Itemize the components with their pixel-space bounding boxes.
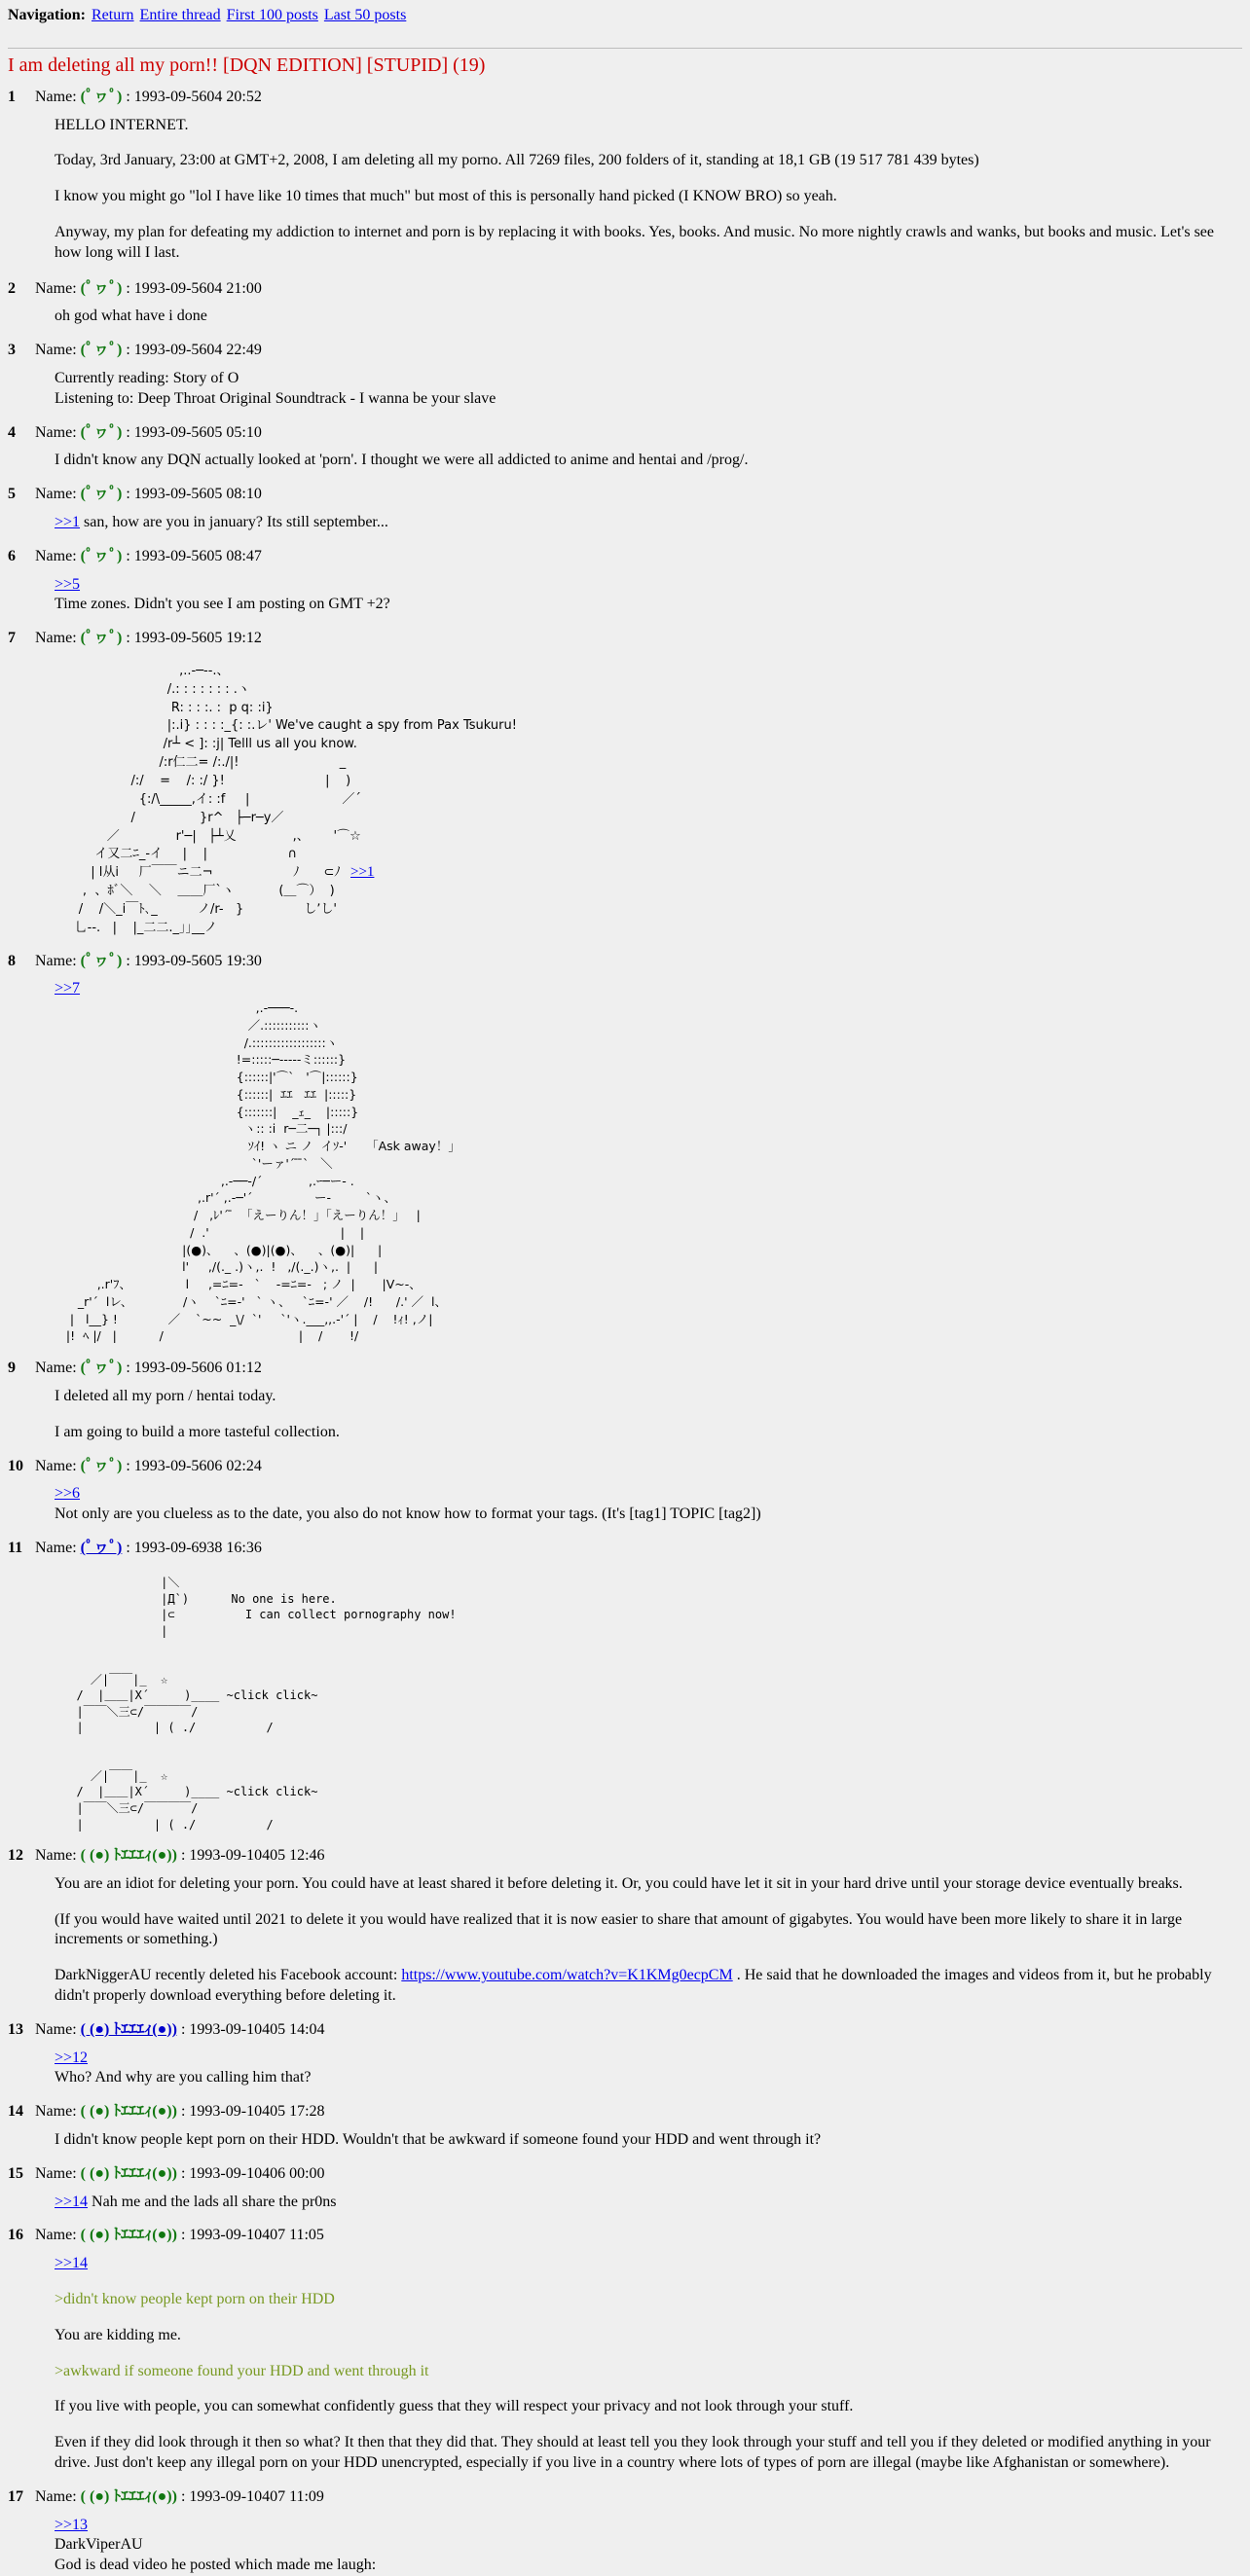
poster-name: (ﾟヮﾟ) [80, 279, 123, 297]
post-number[interactable]: 6 [8, 547, 16, 564]
poster-name: ( (●) ﾄｴｴｴｨ(●)) [80, 2227, 177, 2244]
post-header [8, 423, 1242, 444]
post [8, 485, 1242, 533]
nav-first-100-link[interactable]: First 100 posts [226, 7, 318, 23]
post [8, 2487, 1242, 2576]
post-text: God is dead video he posted which made me laugh: [55, 2557, 377, 2574]
post-text: HELLO INTERNET. [55, 116, 189, 133]
post-header [8, 547, 1242, 567]
post-number[interactable]: 5 [8, 486, 16, 503]
post-date: : 1993-09-10405 14:04 [180, 2020, 325, 2038]
post-number[interactable]: 10 [8, 1457, 23, 1474]
name-label: Name: [35, 1360, 77, 1377]
quote-link[interactable]: >>1 [350, 863, 375, 880]
post-body [55, 513, 1242, 533]
post-date: : 1993-09-10405 17:28 [180, 2103, 325, 2121]
name-label: Name: [35, 547, 77, 564]
post-text: Not only are you clueless as to the date, you also do not know how to format your tags. (It's [tag1] TOPIC [tag2]) [55, 1506, 761, 1523]
post-text: DarkViperAU [55, 2536, 143, 2554]
name-label: Name: [35, 952, 77, 969]
post-body [62, 1559, 1242, 1832]
post-body [55, 2254, 1242, 2474]
post-text: Nah me and the lads all share the pr0ns [88, 2193, 337, 2210]
navigation-bar [8, 6, 1242, 26]
post-header [8, 1846, 1242, 1867]
post-text: (If you would have waited until 2021 to delete it you would have realized that it is now easier to share that amount of gigabytes. You would have been more likely to share it in large increments or something.) [55, 1910, 1183, 1948]
quote-link[interactable]: >>12 [55, 2049, 89, 2066]
post-header [8, 1539, 1242, 1559]
post-date: : 1993-09-5604 21:00 [126, 279, 262, 297]
poster-name: ( (●) ﾄｴｴｴｨ(●)) [80, 2487, 177, 2505]
post-number[interactable]: 7 [8, 630, 16, 647]
thread-title: I am deleting all my porn!! [DQN EDITION] [STUPID] (19) [8, 54, 486, 76]
post-text: I didn't know people kept porn on their HDD. Wouldn't that be awkward if someone found your HDD and went through it? [55, 2131, 822, 2149]
post-header [8, 2487, 1242, 2508]
post-date: : 1993-09-5605 08:47 [126, 547, 262, 564]
post-text: You are kidding me. [55, 2326, 181, 2343]
post-number[interactable]: 3 [8, 342, 16, 359]
poster-name: (ﾟヮﾟ) [80, 1360, 123, 1377]
post [8, 88, 1242, 264]
nav-return-link[interactable]: Return [92, 7, 134, 23]
post-number[interactable]: 4 [8, 423, 16, 441]
post-header [8, 485, 1242, 505]
post-text: If you live with people, you can somewhat confidently guess that they will respect your privacy and not look through your stuff. [55, 2398, 854, 2415]
quote-link[interactable]: >>14 [55, 2255, 89, 2272]
post-body [55, 451, 1242, 471]
post-text: I know you might go "lol I have like 10 times that much" but most of this is personally hand picked (I KNOW BRO) so yeah. [55, 188, 837, 205]
post-text: . He said that he downloaded the images and videos from it, but he probably didn't properly download everything before deleting it. [55, 1967, 1212, 2005]
post [8, 2226, 1242, 2473]
poster-name: (ﾟヮﾟ) [80, 486, 123, 503]
post [8, 2102, 1242, 2151]
post-date: : 1993-09-5606 02:24 [126, 1457, 262, 1474]
youtube-link[interactable]: https://www.youtube.com/watch?v=K1KMg0ecpCM [401, 1967, 733, 1984]
post-header [8, 279, 1242, 300]
nav-entire-thread-link[interactable]: Entire thread [139, 7, 221, 23]
post-number[interactable]: 15 [8, 2164, 23, 2182]
post-date: : 1993-09-10405 12:46 [180, 1847, 325, 1865]
post-number[interactable]: 1 [8, 88, 16, 105]
name-label: Name: [35, 2103, 77, 2121]
poster-name: (ﾟヮﾟ) [80, 547, 123, 564]
post [8, 1457, 1242, 1525]
name-label: Name: [35, 2164, 77, 2182]
post-text: Time zones. Didn't you see I am posting on GMT +2? [55, 596, 390, 613]
quote-link[interactable]: >>6 [55, 1485, 81, 1503]
name-label: Name: [35, 1847, 77, 1865]
post-number[interactable]: 14 [8, 2103, 23, 2121]
post-date: : 1993-09-5605 08:10 [126, 486, 262, 503]
name-label: Name: [35, 1457, 77, 1474]
quote-link[interactable]: >>13 [55, 2516, 89, 2533]
poster-name: (ﾟヮﾟ) [80, 342, 123, 359]
post-body [55, 307, 1242, 327]
post-text: I am going to build a more tasteful collection. [55, 1423, 340, 1440]
post-date: : 1993-09-5604 22:49 [126, 342, 262, 359]
name-label: Name: [35, 342, 77, 359]
post-text: Today, 3rd January, 23:00 at GMT+2, 2008, I am deleting all my porno. All 7269 files, 200 folders of it, standing at 18,1 GB (19 517 781 439 bytes) [55, 152, 979, 169]
post [8, 1359, 1242, 1442]
poster-name[interactable]: ( (●) ﾄｴｴｴｨ(●)) [80, 2020, 177, 2038]
post [8, 547, 1242, 615]
poster-name: ( (●) ﾄｴｴｴｨ(●)) [80, 2103, 177, 2121]
post-body [55, 1387, 1242, 1443]
poster-name: (ﾟヮﾟ) [80, 423, 123, 441]
ascii-art: |＼ |Д`) No one is here. |⊂ I can collect pornography now! | ／|￣￣|_ ☆ / |＿＿|X´ )____ ~click click~ |￣￣＼三⊂/￣￣￣￣/ | | ( ./ / ／|￣￣|_ ☆ / |＿＿|X´ )____ ~click click~ |￣￣＼三⊂/￣￣￣￣/ | | ( ./ / [76, 1576, 457, 1832]
quote-link[interactable]: >>5 [55, 575, 81, 593]
post [8, 341, 1242, 409]
post-header [8, 629, 1242, 649]
post [8, 1539, 1242, 1832]
post-number[interactable]: 2 [8, 279, 16, 297]
poster-name: (ﾟヮﾟ) [80, 1457, 123, 1474]
post-body [55, 663, 1242, 938]
post-body [55, 116, 1242, 264]
post-date: : 1993-09-5605 19:12 [126, 630, 262, 647]
poster-name: (ﾟヮﾟ) [80, 630, 123, 647]
post-body [55, 369, 1242, 410]
post-text: san, how are you in january? Its still september... [80, 513, 388, 530]
post-body [55, 1874, 1242, 2007]
post-text: I deleted all my porn / hentai today. [55, 1387, 276, 1404]
post-header [8, 2226, 1242, 2246]
post [8, 279, 1242, 328]
quote-link[interactable]: >>1 [55, 513, 81, 530]
post-body [55, 575, 1242, 616]
post-text: oh god what have i done [55, 308, 207, 325]
ascii-art: ,..-─‐-.、 /.: : : : : : : .ヽ R: : : :. : p q: :i} |:.i} : : : :_{: :.レ' We've caught a spy from Pax Tsukuru! /r┴ < ]: :j| Telll us all you know. /:r仁二= /:./|! _ /:/ = /: :/ }! | ) {:/\_____,イ: :f | ／´ / }r^ ├─r─y／ ／ r'─| ├┴乂 ,、 '⌒☆ イ又二ﾆ_‐イ | | ∩ | l从i 厂￣￣ニ二¬ ﾉ ⊂ﾉ , 、ﾎﾞ＼ ＼ ＿＿厂`ヽ (＿⌒） ) / /＼_i￣ﾄ､_ ノ/r- } しʼし' 乚--. | |_二二._｣｣__ノ [74, 663, 517, 935]
divider [8, 48, 1242, 49]
post-text: Listening to: Deep Throat Original Soundtrack - I wanna be your slave [55, 389, 496, 407]
post-header [8, 88, 1242, 108]
poster-name: ( (●) ﾄｴｴｴｨ(●)) [80, 1847, 177, 1865]
greentext-quote: >didn't know people kept porn on their HDD [55, 2291, 335, 2308]
post-header [8, 1457, 1242, 1477]
name-label: Name: [35, 2487, 77, 2505]
post-body [55, 979, 1242, 1345]
quote-link[interactable]: >>14 [55, 2193, 89, 2210]
post-body [55, 2193, 1242, 2213]
post-date: : 1993-09-5606 01:12 [126, 1360, 262, 1377]
post-body [55, 2516, 1242, 2576]
name-label: Name: [35, 2020, 77, 2038]
name-label: Name: [35, 423, 77, 441]
greentext-quote: >awkward if someone found your HDD and went through it [55, 2362, 429, 2379]
post-body [55, 2049, 1242, 2089]
post-text: DarkNiggerAU recently deleted his Facebook account: [55, 1967, 402, 1984]
post-text: Who? And why are you calling him that? [55, 2069, 312, 2086]
nav-last-50-link[interactable]: Last 50 posts [323, 7, 407, 23]
poster-name: (ﾟヮﾟ) [80, 88, 123, 105]
name-label: Name: [35, 279, 77, 297]
post-number[interactable]: 12 [8, 1847, 23, 1865]
post-header [8, 952, 1242, 972]
post [8, 952, 1242, 1346]
post-header [8, 2164, 1242, 2185]
post [8, 629, 1242, 937]
name-label: Name: [35, 630, 77, 647]
name-label: Name: [35, 88, 77, 105]
post [8, 423, 1242, 472]
poster-name[interactable]: (ﾟヮﾟ) [80, 1539, 123, 1556]
post-date: : 1993-09-10407 11:09 [180, 2487, 324, 2505]
post-number[interactable]: 8 [8, 952, 16, 969]
name-label: Name: [35, 1539, 77, 1556]
name-label: Name: [35, 486, 77, 503]
name-label: Name: [35, 2227, 77, 2244]
post-date: : 1993-09-10406 00:00 [180, 2164, 325, 2182]
post-text: Anyway, my plan for defeating my addiction to internet and porn is by replacing it with books. Yes, books. And music. No more nightly crawls and wanks, but books and music. Let's see how long will I last. [55, 223, 1214, 261]
post-body [55, 1484, 1242, 1525]
post [8, 2020, 1242, 2088]
post-text: You are an idiot for deleting your porn. You could have at least shared it before deleting it. Or, you could have let it sit in your hard drive until your storage device eventually breaks. [55, 1874, 1183, 1892]
post-text: Even if they did look through it then so what? It then that they did that. They should at least tell you they look through your stuff and tell you if they deleted or modified anything in your drive. Just don't keep any illegal porn on your HDD unencrypted, especially if you live in a country where lots of types of porn are illegal (maybe like Afghanistan or somewhere). [55, 2434, 1211, 2471]
post-date: : 1993-09-5605 05:10 [126, 423, 262, 441]
post [8, 1846, 1242, 2007]
post-date: : 1993-09-5604 20:52 [126, 88, 262, 105]
post-header [8, 2102, 1242, 2122]
post-body [55, 2130, 1242, 2151]
post-number[interactable]: 9 [8, 1360, 16, 1377]
post-header [8, 1359, 1242, 1379]
navigation-label: Navigation: [8, 7, 86, 23]
post-text: I didn't know any DQN actually looked at 'porn'. I thought we were all addicted to anime and hentai and /prog/. [55, 452, 749, 469]
post-header [8, 2020, 1242, 2041]
poster-name: ( (●) ﾄｴｴｴｨ(●)) [80, 2164, 177, 2182]
post [8, 2164, 1242, 2213]
post-date: : 1993-09-5605 19:30 [126, 952, 262, 969]
post-number[interactable]: 11 [8, 1539, 23, 1556]
poster-name: (ﾟヮﾟ) [80, 952, 123, 969]
ascii-art: ,.-───-. ／.:::::::::::ヽ /.::::::::::::::::::ヽ !=:::::─-----ミ::::::} {::::::|'⌒` '⌒|::::::} {::::::| ｴｴ ｴｴ |:::::} {:::::::| _ｪ_ |:::::} ヽ:: :i r─二─┐ |:::/ ｿｲ! ヽ ニ ノ イｿ-' 「Ask away！」 `'ーァ'´ ̄ ̄` ＼ ,.-──‐/´ ,.ｰ─ー- . ,.r'´ ,.-─'´ ー- `ヽ、 / ,ﾚ'´ ̄ 「えーりん！」「えーりん！」 | / .' | | |(●)、 、(●)|(●)、 、(●)| | l' ,/(._ .)ヽ,. ! ,/(._.)ヽ,. | | ,.r'ﾌ、 l ,=ﾆ=- ` -=ﾆ=- ; ノ | |V~-、 _r'´ lレ、 /ヽ `ﾆ=-' ` ヽ、 `ﾆ=-' ／ /! /.' ／ l、 | l__} ! ／ `~~ _\/ `' `'ヽ.___,,.-'´ | / !ｨ! ,ノ| |! ﾍ |/ | / | / !/ [65, 1000, 460, 1344]
quote-link[interactable]: >>7 [55, 980, 81, 998]
post-date: : 1993-09-10407 11:05 [180, 2227, 324, 2244]
post-date: : 1993-09-6938 16:36 [126, 1539, 262, 1556]
post-header [8, 341, 1242, 361]
post-text: Currently reading: Story of O [55, 369, 239, 386]
post-number[interactable]: 16 [8, 2227, 23, 2244]
post-number[interactable]: 13 [8, 2020, 23, 2038]
post-number[interactable]: 17 [8, 2487, 23, 2505]
